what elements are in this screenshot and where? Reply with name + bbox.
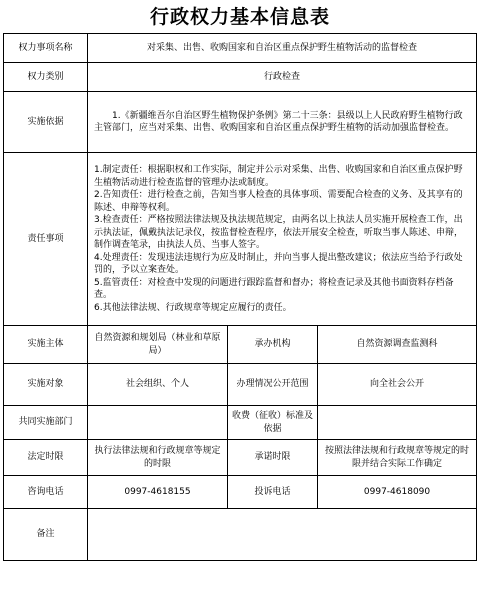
label-joint-dept: 共同实施部门 — [4, 406, 88, 440]
value-subject: 自然资源和规划局（林业和草原局） — [88, 326, 228, 364]
value-fee-standard — [318, 406, 477, 440]
duty-item: 2.告知责任：进行检查之前，告知当事人检查的具体事项、需要配合检查的义务、及其享有的陈述、申辩等权利。 — [94, 190, 463, 213]
value-public-scope: 向全社会公开 — [318, 364, 477, 406]
value-power-name: 对采集、出售、收购国家和自治区重点保护野生植物活动的监督检查 — [88, 34, 477, 63]
duty-item: 1.制定责任：根据职权和工作实际，制定并公示对采集、出售、收购国家和自治区重点保护野生植物活动进行检查监督的管理办法或制度。 — [94, 165, 463, 188]
value-duties — [88, 153, 477, 326]
value-agency: 自然资源调查监测科 — [318, 326, 477, 364]
label-legal-time: 法定时限 — [4, 440, 88, 476]
row-duties — [4, 153, 477, 326]
page-title: 行政权力基本信息表 — [149, 6, 330, 28]
label-power-category: 权力类别 — [4, 63, 88, 92]
label-remark: 备注 — [4, 509, 88, 561]
label-promise-time: 承诺时限 — [228, 440, 318, 476]
value-consult-phone: 0997-4618155 — [88, 476, 228, 509]
value-legal-time: 执行法律法规和行政规章等规定的时限 — [88, 440, 228, 476]
label-target: 实施对象 — [4, 364, 88, 406]
label-public-scope: 办理情况公开范围 — [228, 364, 318, 406]
row-power-category — [4, 63, 477, 92]
basis-text: 1.《新疆维吾尔自治区野生植物保护条例》第二十三条：县级以上人民政府野生植物行政主管部门，应当对采集、出售、收购国家和自治区重点保护野生植物的活动加强监督检查。 — [94, 110, 463, 133]
label-subject: 实施主体 — [4, 326, 88, 364]
label-basis: 实施依据 — [4, 92, 88, 153]
duty-item: 4.处理责任：发现违法违规行为应及时制止，并向当事人提出整改建议；依法应当给予行政处罚的，予以立案查处。 — [94, 252, 463, 275]
row-time-limit — [4, 440, 477, 476]
value-power-category: 行政检查 — [88, 63, 477, 92]
duty-item: 5.监管责任：对检查中发现的问题进行跟踪监督和督办；将检查记录及其他书面资料存档备查。 — [94, 277, 454, 300]
value-promise-time: 按照法律法规和行政规章等规定的时限并结合实际工作确定 — [318, 440, 477, 476]
value-complaint-phone: 0997-4618090 — [318, 476, 477, 509]
duty-item: 3.检查责任：严格按照法律法规及执法规范规定，由两名以上执法人员实施开展检查工作，出示执法证，佩戴执法记录仪，按监督检查程序，依法开展安全检查，听取当事人陈述、申辩，制作调查笔录，由执法人员、当事人签字。 — [94, 215, 464, 250]
row-target — [4, 364, 477, 406]
label-consult-phone: 咨询电话 — [4, 476, 88, 509]
value-remark — [88, 509, 477, 561]
label-fee-standard: 收费（征收）标准及依据 — [228, 406, 318, 440]
row-basis — [4, 92, 477, 153]
row-phones — [4, 476, 477, 509]
label-duties: 责任事项 — [4, 153, 88, 326]
row-joint — [4, 406, 477, 440]
value-basis — [88, 92, 477, 153]
info-table — [3, 33, 477, 561]
row-subject — [4, 326, 477, 364]
row-remark — [4, 509, 477, 561]
value-target: 社会组织、个人 — [88, 364, 228, 406]
row-power-name — [4, 34, 477, 63]
label-complaint-phone: 投诉电话 — [228, 476, 318, 509]
label-agency: 承办机构 — [228, 326, 318, 364]
value-joint-dept — [88, 406, 228, 440]
duty-item: 6.其他法律法规、行政规章等规定应履行的责任。 — [94, 302, 292, 313]
label-power-name: 权力事项名称 — [4, 34, 88, 63]
